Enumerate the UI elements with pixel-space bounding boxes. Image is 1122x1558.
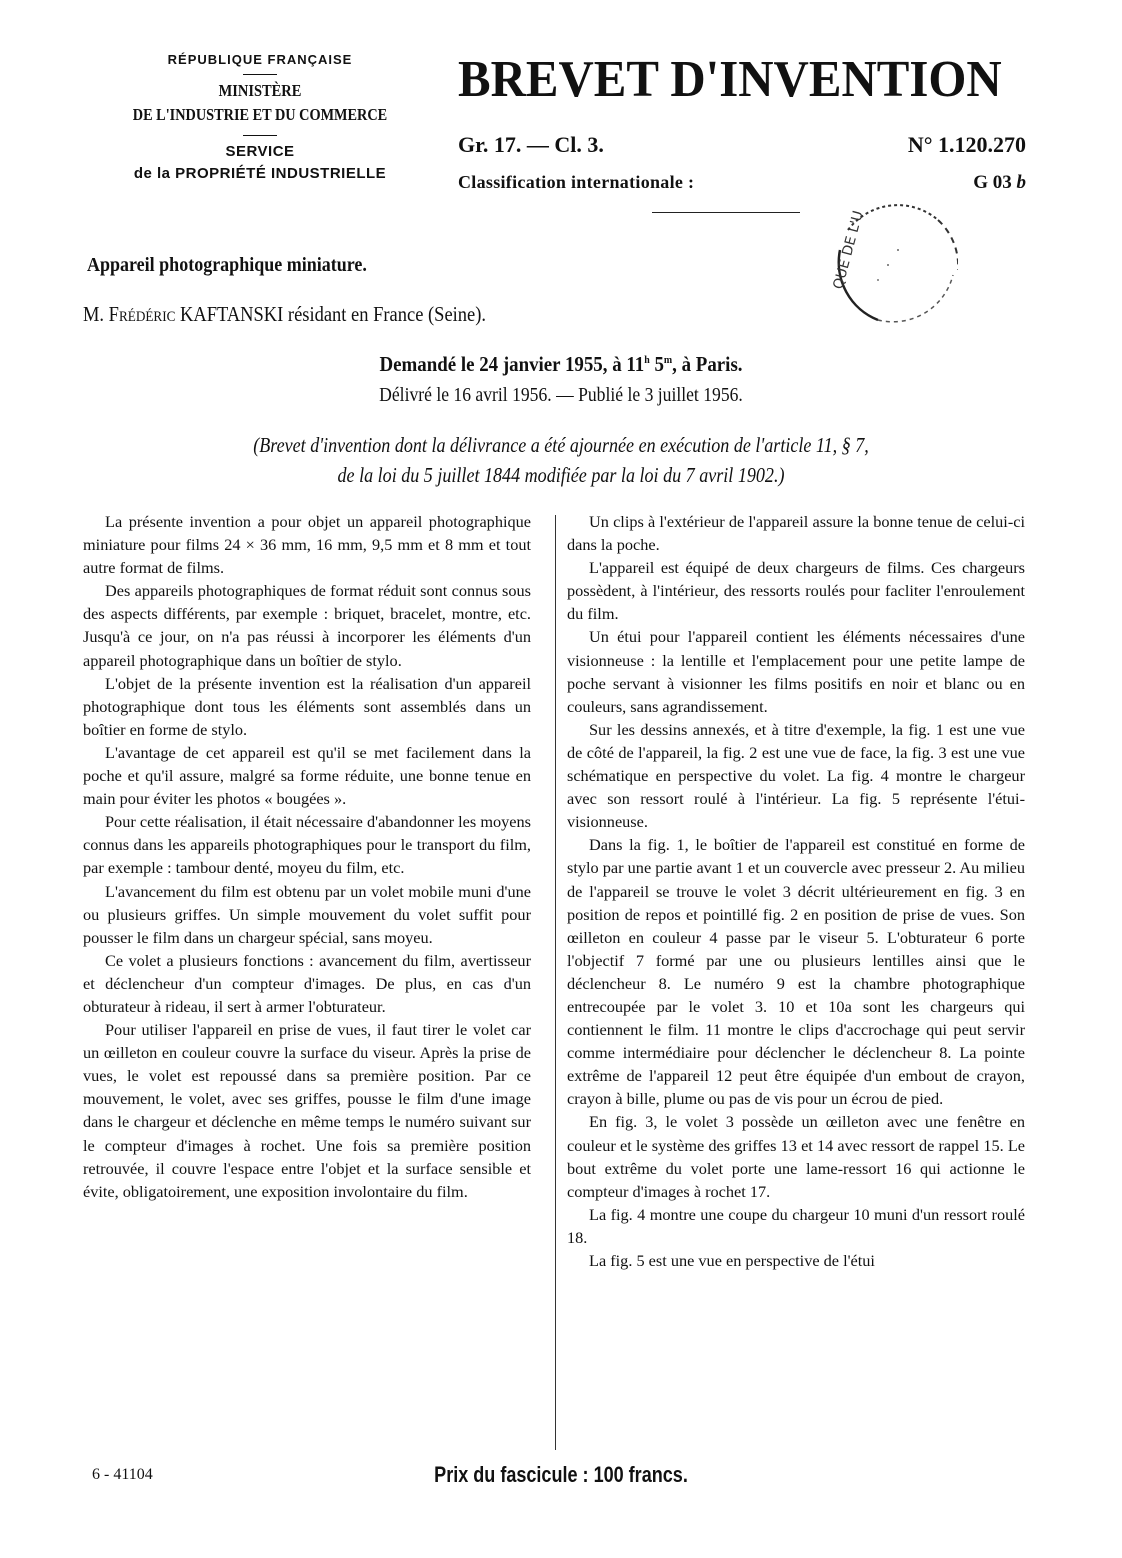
body-right-column <box>567 510 1025 1272</box>
paragraph: En fig. 3, le volet 3 possède un œilleton avec une fenêtre en couleur et le système des griffes 13 et 14 avec ressort de rappel 15. Le bout extrême du volet porte une lame-ressort 16 qui actionne le compteur d'images à rochet 17. <box>567 1112 1025 1201</box>
column-divider <box>555 515 556 1450</box>
issue-publication-dates: Délivré le 16 avril 1956. — Publié le 3 juillet 1956. <box>379 384 743 406</box>
paragraph: Dans la fig. 1, le boîtier de l'appareil est constitué en forme de stylo par une partie avant 1 et un couvercle avec presseur 2. Au milieu de l'appareil se trouve le volet 3 décrit ultérieurement en fig. 3 en position de repos et pointillé fig. 2 en position de prise de vues. Son œilleton en couleur 4 passe par le viseur 5. L'obturateur 6 porte l'objectif 7 formé par une ou plusieurs lentilles ainsi que le déclencheur 8. Le numéro 9 est la chambre photographique entrecoupée par le volet 3. 10 et 10a sont les chargeurs qui contiennent le film. 11 montre le clips d'accrochage qui peut servir comme intermédiaire pour déclencher le déclencheur 8. La pointe extrême de l'appareil 12 peut être équipée d'un embout de crayon, crayon à bille, plume ou pas de vis pour un écrou de pied. <box>567 835 1025 1109</box>
paragraph: Un clips à l'extérieur de l'appareil assure la bonne tenue de celui-ci dans la poche. <box>567 512 1025 555</box>
paragraph: Un étui pour l'appareil contient les éléments nécessaires d'une visionneuse : la lentille et l'emplacement pour une petite lampe de poche servant à visionner les films positifs en noir et blanc ou en couleurs, sans agrandissement. <box>567 627 1025 716</box>
ministry-line-1: MINISTÈRE <box>218 81 302 100</box>
classification-label: Classification internationale : <box>458 172 695 192</box>
document-type-title: BREVET D'INVENTION <box>458 51 1002 108</box>
header-rule <box>243 74 277 75</box>
title-rule <box>652 212 800 213</box>
paragraph: Pour cette réalisation, il était nécessaire d'abandonner les moyens connus dans les appareils photographiques pour le transport du film, par exemple : tambour denté, moyeu du film, etc. <box>83 812 531 878</box>
inventor <box>83 302 486 327</box>
classification-code <box>973 172 1026 194</box>
legal-note <box>79 430 1044 490</box>
issuing-authority <box>70 50 450 185</box>
svg-text:QUE DE L'U: QUE DE L'U <box>830 209 867 292</box>
paragraph: Ce volet a plusieurs fonctions : avancement du film, avertisseur et déclencheur d'un compteur d'images. De plus, en cas d'un obturateur à rideau, il sert à armer l'obturateur. <box>83 950 531 1016</box>
minute-sup: m <box>663 354 673 366</box>
paragraph: La fig. 4 montre une coupe du chargeur 10 muni d'un ressort roulé 18. <box>567 1204 1025 1247</box>
paragraph: L'avantage de cet appareil est qu'il se met facilement dans la poche et qu'il assure, malgré sa forme réduite, une bonne tenue en main pour éviter les photos « bougées ». <box>83 742 531 809</box>
filing-date <box>56 352 1066 377</box>
classification-code-main: G 03 <box>973 172 1012 193</box>
filing-date-text: Demandé le 24 janvier 1955, à 11 <box>379 352 645 376</box>
inventor-last-name: KAFTANSKI <box>180 302 284 326</box>
paragraph: L'objet de la présente invention est la réalisation d'un appareil photographique dont tous les éléments sont assemblés dans un boîtier en forme de stylo. <box>83 673 531 739</box>
service-line-2: de la PROPRIÉTÉ INDUSTRIELLE <box>133 165 387 182</box>
filing-minute: 5 <box>649 352 664 376</box>
filing-place: , à Paris. <box>672 352 743 376</box>
paragraph: Sur les dessins annexés, et à titre d'exemple, la fig. 1 est une vue de côté de l'appareil, la fig. 2 est une vue de face, la fig. 3 est une vue schématique en perspective du volet. La fig. 4 montre le chargeur avec son ressort roulé à l'intérieur. La fig. 5 représente l'étui-visionneuse. <box>567 719 1025 832</box>
paragraph: Des appareils photographiques de format réduit sont connus sous des aspects différents, par exemple : briquet, bracelet, montre, etc. Jusqu'à ce jour, on n'a pas réussi à incorporer les éléments d'un appareil photographique dans un boîtier de stylo. <box>83 581 531 670</box>
hour-sup: h <box>644 354 650 366</box>
group-class: Gr. 17. — Cl. 3. <box>458 132 604 157</box>
print-code: 6 - 41104 <box>92 1466 153 1483</box>
ministry-line-2: DE L'INDUSTRIE ET DU COMMERCE <box>132 105 388 124</box>
inventor-first-name: Frédéric <box>108 302 176 326</box>
paragraph: Pour utiliser l'appareil en prise de vues, il faut tirer le volet car un œilleton en couleur couvre la surface du viseur. Après la prise de vues, le volet est repoussé dans sa première position. Par ce mouvement, le volet, avec ses griffes, pousse le film d'une image dans le chargeur et déclenche en même temps le numéro suivant sur le compteur d'images à rochet. Une fois sa première position retrouvée, il couvre l'espace entre l'objet et la surface sensible et évite, obligatoirement, une exposition involontaire du film. <box>83 1020 531 1201</box>
classification-code-suffix: b <box>1016 172 1026 193</box>
service-line-1: SERVICE <box>225 143 295 160</box>
patent-number: N° 1.120.270 <box>907 132 1026 157</box>
invention-title: Appareil photographique miniature. <box>87 254 367 276</box>
paragraph: L'appareil est équipé de deux chargeurs de films. Ces chargeurs possèdent, à l'intérieur, des ressorts roulés pour facliter l'enroulement du film. <box>567 558 1025 624</box>
inventor-prefix: M. <box>83 302 105 326</box>
library-stamp-icon <box>818 190 958 330</box>
paragraph: La fig. 5 est une vue en perspective de l'étui <box>589 1251 875 1270</box>
inventor-residence: résidant en France (Seine). <box>287 302 486 326</box>
header-rule <box>243 135 277 136</box>
paragraph: L'avancement du film est obtenu par un volet mobile muni d'une ou plusieurs griffes. Un simple mouvement du volet suffit pour pousser le film dans un chargeur spécial, sans moyeu. <box>83 881 531 947</box>
republic-label: RÉPUBLIQUE FRANÇAISE <box>167 52 353 67</box>
body-left-column <box>83 510 531 1203</box>
legal-note-line-2: de la loi du 5 juillet 1844 modifiée par la loi du 7 avril 1902.) <box>337 463 785 487</box>
legal-note-line-1: (Brevet d'invention dont la délivrance a été ajournée en exécution de l'article 11, § 7, <box>253 433 869 457</box>
paragraph: La présente invention a pour objet un appareil photographique miniature pour films 24 × 36 mm, 16 mm, 9,5 mm et 8 mm et tout autre format de films. <box>83 512 531 578</box>
booklet-price: Prix du fascicule : 100 francs. <box>434 1462 688 1487</box>
